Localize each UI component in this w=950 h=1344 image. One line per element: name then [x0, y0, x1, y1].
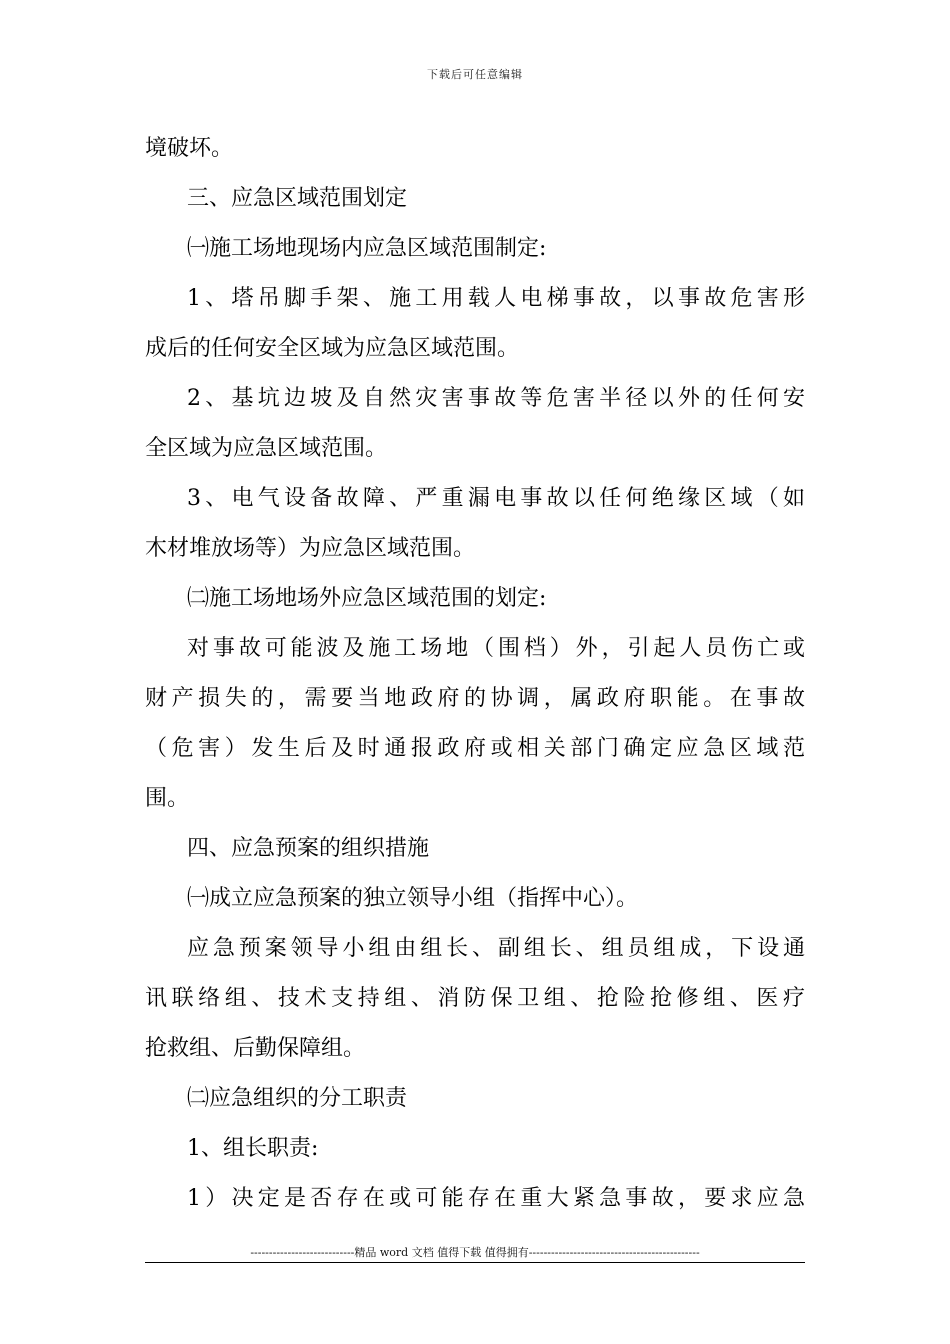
text-line: 成后的任何安全区域为应急区域范围。: [145, 336, 520, 361]
text-line: 讯联络组、技术支持组、消防保卫组、抢险抢修组、医疗: [145, 986, 805, 1011]
subsection-heading: ㈠施工场地现场内应急区域范围制定:: [187, 236, 547, 261]
text-line: 3、电气设备故障、严重漏电事故以任何绝缘区域（如: [187, 486, 805, 511]
subsection-heading: ㈡施工场地场外应急区域范围的划定:: [187, 586, 547, 611]
text-line: 1、塔吊脚手架、施工用载人电梯事故，以事故危害形: [187, 286, 805, 311]
text-line: 财产损失的，需要当地政府的协调，属政府职能。在事故: [145, 686, 805, 711]
text-line: 2、基坑边坡及自然灾害事故等危害半径以外的任何安: [187, 386, 805, 411]
footer-divider: [145, 1262, 805, 1263]
section-heading: 三、应急区域范围划定: [187, 186, 408, 211]
text-line: 应急预案领导小组由组长、副组长、组员组成，下设通: [187, 936, 805, 961]
text-line: 木材堆放场等）为应急区域范围。: [145, 536, 476, 561]
text-line: 1）决定是否存在或可能存在重大紧急事故，要求应急: [187, 1186, 805, 1211]
subsection-heading: ㈡应急组织的分工职责: [187, 1086, 408, 1111]
page-header-note: 下载后可任意编辑: [427, 68, 523, 81]
page-footer-note: ----------------------------精品 word 文档 值得下载 值得拥有----------------------------------------------: [250, 1246, 700, 1259]
text-line: 境破坏。: [145, 136, 234, 161]
text-line: （危害）发生后及时通报政府或相关部门确定应急区域范: [145, 736, 805, 761]
subsection-heading: ㈠成立应急预案的独立领导小组（指挥中心）。: [187, 886, 639, 911]
text-line: 抢救组、后勤保障组。: [145, 1036, 366, 1061]
text-line: 1、组长职责:: [187, 1136, 319, 1161]
text-line: 全区域为应急区域范围。: [145, 436, 388, 461]
text-line: 对事故可能波及施工场地（围档）外，引起人员伤亡或: [187, 636, 805, 661]
text-line: 围。: [145, 786, 190, 811]
section-heading: 四、应急预案的组织措施: [187, 836, 430, 861]
